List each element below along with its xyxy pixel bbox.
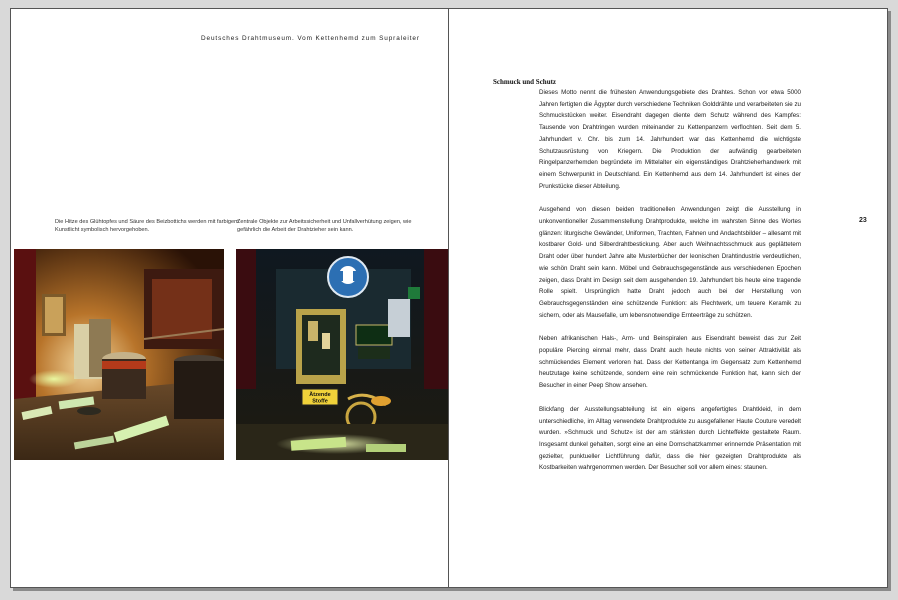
book-spread: [10, 8, 888, 588]
photo-glowing-vats: [14, 249, 224, 460]
page-gutter: [448, 9, 449, 587]
article-body: [539, 87, 801, 486]
caption-right: Zentrale Objekte zur Arbeitssicherheit und Unfallverhütung zeigen, wie gefährlich die Arbeit der Drahtzieher sein kann.: [237, 219, 412, 234]
warning-sign-line-2: Stoffe: [312, 398, 328, 405]
page-number: 23: [859, 217, 867, 224]
photo-safety-exhibit-illustration: [236, 249, 448, 460]
paragraph: Blickfang der Ausstellungsabteilung ist ein eigens angefertigtes Drahtkleid, in dem unterschiedliche, im Alltag verwendete Drahtprodukte zu ausgefallener Haute Couture veredelt wurden. »Schmuck und Schutz« ist der am stärksten durch Lichteffekte gestaltete Raum. Insgesamt dunkel gehalten, sorgt eine an eine Domschatzkammer erinnernde Präsentation mit gezielter, punktueller Lichtführung dafür, dass die hier gezeigten Drahtprodukte als Kostbarkeiten wahrgenommen werden. Der Besucher soll vor allem eines: staunen.: [539, 405, 801, 472]
paragraph: Dieses Motto nennt die frühesten Anwendungsgebiete des Drahtes. Schon vor etwa 5000 Jahren fertigten die Ägypter durch verschiedene Techniken Golddrähte und verarbeiteten sie zu Schmuckstücken weiter. Eisendraht dagegen diente dem Schutz während des Kampfes: Tausende von Drahtringen wurden miteinander zu Kettenpanzern verflochten. Seit dem 5. Jahrhundert v. Chr. bis zum 14. Jahrhundert war das Kettenhemd die wichtigste Schutzausrüstung von Kriegern. Die Produktion der aufwändig gearbeiteten Ringelpanzerhemden begründete im Mittelalter ein eigenständiges Drahtzieherhandwerk mit einem Schwerpunkt in Deutschland. Ein Kettenhemd aus dem 14. Jahrhundert ist eines der Prunkstücke dieser Abteilung.: [539, 89, 801, 190]
photo-glowing-vats-illustration: [14, 249, 224, 460]
warning-sign-line-1: Ätzende: [309, 392, 331, 398]
caption-left: Die Hitze des Glühtopfes und Säure des Beizbottichs werden mit farbigem Kunstlicht symbolisch hervorgehoben.: [55, 219, 239, 234]
paragraph: Ausgehend von diesen beiden traditionellen Anwendungen zeigt die Ausstellung in unkonventioneller Zusammenstellung Drahtprodukte, welche im wahrsten Sinne des Wortes glänzen: liturgische Gewänder, Uniformen, Trachten, Fahnen und Andachtsbilder – allesamt mit kostbarer Gold- und Silberdrahtbestickung. Aber auch Weihnachtsschmuck aus geplättetem Draht oder über hundert Jahre alte Musterbücher der leonischen Drahtindustrie verdeutlichen, wie schön Draht sein kann. Möbel und Gebrauchsgegenstände aus verschiedenen Epochen zeigen, dass Draht im Design seit dem ausgehenden 19. Jahrhundert bis heute eine tragende Rolle spielt. Ursprünglich hatte Draht jedoch auch bei der Herstellung von Gebrauchsgegenständen eine schützende Funktion: als Flechtwerk, um teuere Keramik zu sichern, oder als Mausefalle, um lebensnotwendige Ernteerträge zu schützen.: [539, 206, 801, 319]
paragraph: Neben afrikanischen Hals-, Arm- und Beinspiralen aus Eisendraht beweist das zur Zeit populäre Piercing einmal mehr, dass Draht auch heute nichts von seiner Attraktivität als schmückendes Element verloren hat. Dass der Kettentanga im Gegensatz zum Kettenhemd heutzutage keine schützende, sondern eine rein schmückende Funktion hat, kann sich der Besucher in einer Peep Show ansehen.: [539, 335, 801, 390]
section-title: Schmuck und Schutz: [493, 78, 557, 86]
running-head: Deutsches Drahtmuseum. Vom Kettenhemd zum Supraleiter: [201, 35, 420, 42]
photo-safety-exhibit: [236, 249, 448, 460]
